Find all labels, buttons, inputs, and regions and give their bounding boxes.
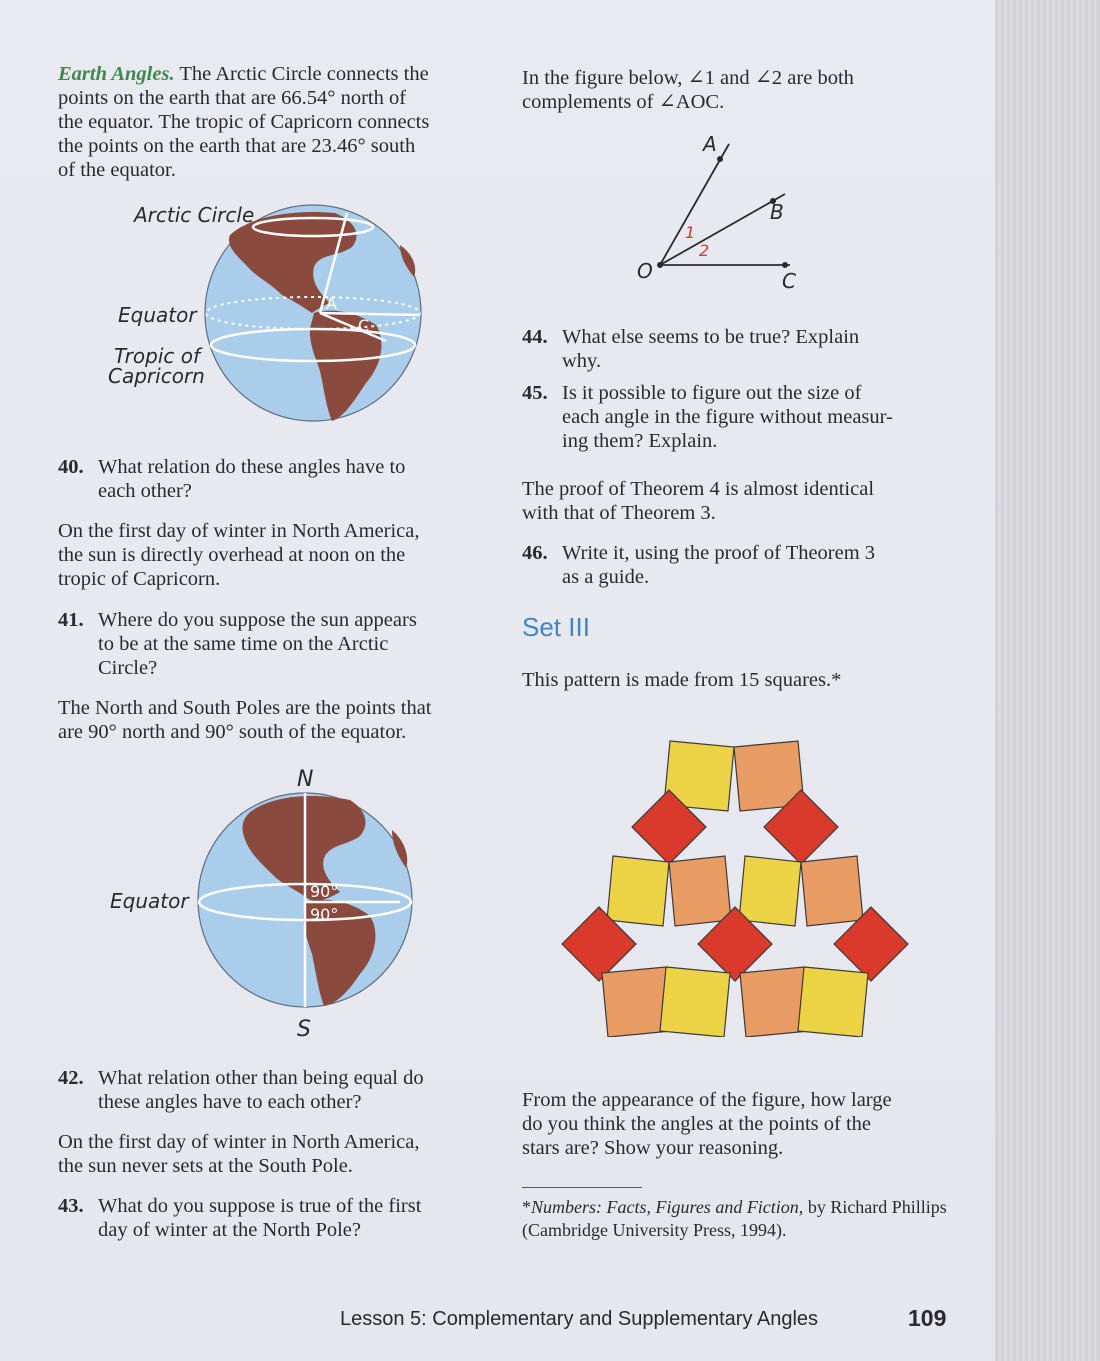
problem-44-line-1: What else seems to be true? Explain bbox=[562, 326, 860, 348]
problem-45-line-2: each angle in the figure without measur- bbox=[562, 406, 893, 428]
footnote-rule bbox=[522, 1187, 642, 1188]
winter1-line-1: On the first day of winter in North America, bbox=[58, 520, 420, 542]
theorem-line-2: with that of Theorem 3. bbox=[522, 502, 716, 524]
problem-43-line-2: day of winter at the North Pole? bbox=[98, 1219, 362, 1241]
poles-paragraph bbox=[58, 696, 498, 744]
label-o: O bbox=[637, 259, 653, 283]
pattern-intro: This pattern is made from 15 squares.* bbox=[522, 669, 842, 691]
problem-40 bbox=[58, 455, 488, 505]
problem-42-text bbox=[98, 1066, 424, 1114]
winter1-line-2: the sun is directly overhead at noon on the bbox=[58, 544, 406, 566]
problem-41-text bbox=[98, 608, 417, 680]
winter-paragraph-2 bbox=[58, 1130, 488, 1178]
problem-44-line-2: why. bbox=[562, 350, 602, 372]
square-orange-3 bbox=[801, 856, 863, 926]
ray-ob bbox=[660, 194, 785, 265]
winter2-line-2: the sun never sets at the South Pole. bbox=[58, 1155, 353, 1177]
lesson-title: Lesson 5: Complementary and Supplementary Angles bbox=[340, 1308, 819, 1330]
problem-43 bbox=[58, 1194, 488, 1244]
winter1-line-3: tropic of Capricorn. bbox=[58, 568, 221, 590]
footnote-book-title: Numbers: Facts, Figures and Fiction, bbox=[531, 1197, 804, 1217]
problem-41-line-1: Where do you suppose the sun appears bbox=[98, 609, 417, 631]
problem-45-number: 45. bbox=[522, 382, 548, 404]
intro-line-4: the points on the earth that are 23.46° south bbox=[58, 135, 416, 157]
label-south: S bbox=[297, 1017, 311, 1042]
angle-label-90-bottom: 90° bbox=[310, 905, 339, 924]
problem-43-text bbox=[98, 1194, 421, 1242]
problem-40-number: 40. bbox=[58, 456, 84, 478]
stars-line-1: From the appearance of the figure, how large bbox=[522, 1089, 892, 1111]
problem-40-line-2: each other? bbox=[98, 480, 192, 502]
problem-45-text bbox=[562, 381, 893, 453]
globe-arctic-figure bbox=[100, 195, 440, 460]
angle-figure bbox=[625, 125, 815, 295]
problem-41-number: 41. bbox=[58, 609, 84, 631]
angle-label-a: A bbox=[326, 294, 337, 313]
label-tropic-2: Capricorn bbox=[108, 364, 205, 388]
theorem-line-1: The proof of Theorem 4 is almost identical bbox=[522, 478, 875, 500]
footnote-publisher: (Cambridge University Press, 1994). bbox=[522, 1220, 787, 1240]
stars-question bbox=[522, 1088, 962, 1160]
stars-line-3: stars are? Show your reasoning. bbox=[522, 1137, 784, 1159]
page-edge bbox=[995, 0, 1100, 1361]
square-yellow-2 bbox=[607, 856, 669, 926]
label-north: N bbox=[297, 767, 314, 792]
stars-line-2: do you think the angles at the points of the bbox=[522, 1113, 872, 1135]
problem-41-line-3: Circle? bbox=[98, 657, 158, 679]
angle-intro-line-1: In the figure below, ∠1 and ∠2 are both bbox=[522, 67, 854, 89]
page-number: 109 bbox=[908, 1305, 947, 1331]
label-b: B bbox=[770, 200, 784, 224]
label-equator: Equator bbox=[118, 303, 197, 327]
intro-line-3: the equator. The tropic of Capricorn connects bbox=[58, 111, 430, 133]
vertex-o bbox=[657, 262, 663, 268]
problem-43-line-1: What do you suppose is true of the first bbox=[98, 1195, 422, 1217]
problem-45 bbox=[522, 381, 952, 456]
angle-2-label: 2 bbox=[699, 241, 710, 260]
problem-44-number: 44. bbox=[522, 326, 548, 348]
problem-45-line-3: ing them? Explain. bbox=[562, 430, 718, 452]
problem-46-number: 46. bbox=[522, 542, 548, 564]
square-orange-2 bbox=[669, 856, 731, 926]
problem-46 bbox=[522, 541, 952, 591]
intro-paragraph bbox=[58, 62, 488, 182]
section-lead: Earth Angles. bbox=[58, 63, 175, 85]
problem-43-number: 43. bbox=[58, 1195, 84, 1217]
globe-poles-figure bbox=[100, 760, 440, 1045]
problem-45-line-1: Is it possible to figure out the size of bbox=[562, 382, 862, 404]
square-pattern-figure bbox=[555, 732, 915, 1037]
label-a: A bbox=[703, 132, 717, 156]
problem-42-line-2: these angles have to each other? bbox=[98, 1091, 362, 1113]
problem-42-number: 42. bbox=[58, 1067, 84, 1089]
ray-oa bbox=[660, 144, 729, 265]
problem-41-line-2: to be at the same time on the Arctic bbox=[98, 633, 389, 655]
problem-46-line-1: Write it, using the proof of Theorem 3 bbox=[562, 542, 876, 564]
winter-paragraph-1 bbox=[58, 519, 488, 591]
poles-line-2: are 90° north and 90° south of the equator. bbox=[58, 721, 407, 743]
point-c bbox=[782, 262, 788, 268]
square-yellow-3 bbox=[739, 856, 801, 926]
angle-label-90-top: 90° bbox=[310, 882, 339, 901]
set-heading: Set III bbox=[522, 612, 590, 642]
winter2-line-1: On the first day of winter in North America, bbox=[58, 1131, 420, 1153]
angle-label-c: C bbox=[358, 316, 370, 335]
footnote-author: by Richard Phillips bbox=[803, 1197, 947, 1217]
label-equator: Equator bbox=[110, 889, 189, 913]
label-c: C bbox=[782, 269, 796, 293]
problem-44 bbox=[522, 325, 952, 375]
problem-42 bbox=[58, 1066, 488, 1116]
intro-line-2: points on the earth that are 66.54° north of bbox=[58, 87, 407, 109]
label-tropic-1: Tropic of bbox=[114, 344, 201, 368]
problem-46-line-2: as a guide. bbox=[562, 566, 650, 588]
problem-41 bbox=[58, 608, 488, 683]
angle-1-label: 1 bbox=[685, 223, 696, 242]
point-a bbox=[717, 156, 723, 162]
footnote-marker: * bbox=[522, 1197, 531, 1217]
footnote bbox=[522, 1196, 962, 1242]
problem-46-text bbox=[562, 541, 875, 589]
intro-line-5: of the equator. bbox=[58, 159, 176, 181]
problem-40-line-1: What relation do these angles have to bbox=[98, 456, 406, 478]
problem-44-text bbox=[562, 325, 859, 373]
problem-42-line-1: What relation other than being equal do bbox=[98, 1067, 424, 1089]
problem-40-text bbox=[98, 455, 405, 503]
theorem-paragraph bbox=[522, 477, 952, 525]
poles-line-1: The North and South Poles are the points that bbox=[58, 697, 432, 719]
label-arctic-circle: Arctic Circle bbox=[134, 203, 255, 227]
square-yellow-5 bbox=[798, 967, 868, 1037]
intro-line-1: The Arctic Circle connects the bbox=[179, 63, 429, 85]
angle-intro-paragraph bbox=[522, 66, 952, 114]
angle-intro-line-2: complements of ∠AOC. bbox=[522, 91, 725, 113]
square-yellow-4 bbox=[660, 967, 730, 1037]
